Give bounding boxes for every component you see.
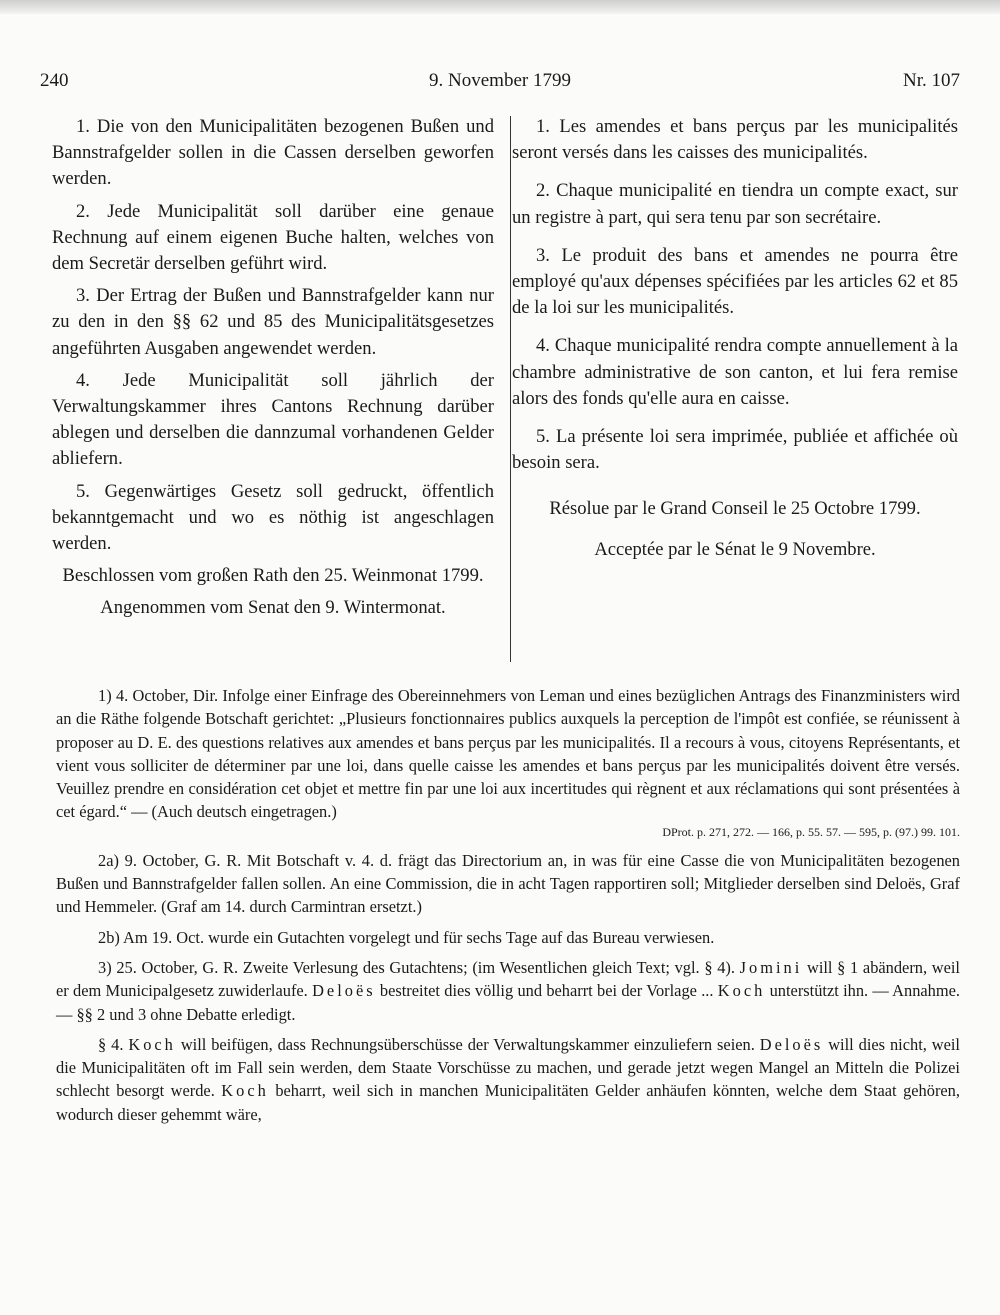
- footnote-4-text-d: beharrt, weil sich in manchen Municipalitäten Gelder anhäufen könnten, welche dem Staat gehören, wodurch dieser gehemmt wäre,: [56, 1081, 960, 1124]
- german-article-5: 5. Gegenwärtiges Gesetz soll gedruckt, öffentlich bekanntgemacht und wo es nöthig ist angeschlagen werden.: [52, 480, 494, 555]
- french-accepted: Acceptée par le Sénat le 9 Novembre.: [594, 538, 876, 560]
- footnote-4-text-a: § 4.: [98, 1034, 124, 1054]
- german-column: [52, 114, 494, 628]
- speaker-name: Jomini: [739, 957, 803, 977]
- page-top-edge: [0, 0, 1000, 14]
- french-article-1: 1. Les amendes et bans perçus par les municipalités seront versés dans les caisses des municipalités.: [512, 116, 958, 164]
- footnote-3-text-a: 3) 25. October, G. R. Zweite Verlesung des Gutachtens; (im Wesentlichen gleich Text; vgl. § 4).: [98, 957, 735, 977]
- footnote-3-text-b: will § 1 abändern, weil er dem Municipalgesetz zuwiderlaufe.: [56, 957, 960, 1001]
- german-article-4: 4. Jede Municipalität soll jährlich der Verwaltungskammer ihres Cantons Rechnung darüber ablegen und derselben die dannzumal vorhandenen Gelder abliefern.: [52, 369, 494, 470]
- footnote-2b: 2b) Am 19. Oct. wurde ein Gutachten vorgelegt und für sechs Tage auf das Bureau verwiesen.: [98, 927, 715, 947]
- speaker-name: Deloës: [759, 1034, 824, 1054]
- french-resolved: Résolue par le Grand Conseil le 25 Octobre 1799.: [549, 498, 921, 520]
- german-resolved: Beschlossen vom großen Rath den 25. Weinmonat 1799.: [62, 565, 484, 587]
- footnote-4: [56, 1033, 960, 1126]
- footnotes: [56, 684, 960, 1133]
- german-article-3: 3. Der Ertrag der Bußen und Bannstrafgelder kann nur zu den in den §§ 62 und 85 des Municipalitätsgesetzes angeführten Ausgaben angewendet werden.: [52, 285, 494, 359]
- footnote-1-reference: DProt. p. 271, 272. — 166, p. 55. 57. — 595, p. (97.) 99. 101.: [662, 824, 960, 839]
- speaker-name: Deloës: [312, 981, 376, 1001]
- page-number: 240: [40, 70, 69, 91]
- speaker-name: Koch: [128, 1034, 176, 1054]
- footnote-1: 1) 4. October, Dir. Infolge einer Einfrage des Obereinnehmers von Leman und eines bezüglichen Antrags des Finanzministers wird an die Räthe folgende Botschaft gerichtet: „Plusieurs fonctionnaires publics auxquels la perception de l'impôt est confiée, se réunissent à proposer au D. E. des questions relatives aux amendes et bans perçus par les municipalités. Il a recours à vous, citoyens Représentants, et vient vous solliciter de déterminer par une loi, dans quelle caisse les amendes et bans perçus par les municipalités doivent être versés. Veuillez prendre en considération cet objet et mettre fin par une loi aux incertitudes qui règnent et aux réclamations qui sont présentées à cet égard.“ — (Auch deutsch eingetragen.): [56, 686, 960, 822]
- footnote-2a: 2a) 9. October, G. R. Mit Botschaft v. 4. d. frägt das Directorium an, in was für eine Casse die von Municipalitäten bezogenen Bußen und Bannstrafgelder fallen sollen. An eine Commission, die in acht Tagen rapportiren soll; Mitglieder derselben sind Deloës, Graf und Hemmeler. (Graf am 14. durch Carmintran ersetzt.): [56, 850, 960, 917]
- column-divider: [510, 116, 511, 662]
- french-article-3: 3. Le produit des bans et amendes ne pourra être employé qu'aux dépenses spécifiées par les articles 62 et 85 de la loi sur les municipalités.: [512, 244, 958, 319]
- running-header: [40, 70, 960, 100]
- german-article-1: 1. Die von den Municipalitäten bezogenen Bußen und Bannstrafgelder sollen in die Cassen derselben geworfen werden.: [52, 116, 494, 190]
- speaker-name: Koch: [221, 1081, 269, 1101]
- footnote-3-text-c: bestreitet dies völlig und beharrt bei der Vorlage ...: [379, 981, 714, 1001]
- document-number: Nr. 107: [903, 70, 960, 91]
- footnote-4-text-c: will dies nicht, weil die Municipalitäten oft im Fall sein werden, dem Staate Vorschüsse zu machen, und gerade jetzt wegen Mangel an Mitteln die Polizei schlecht besorgt werde.: [56, 1034, 960, 1101]
- german-accepted: Angenommen vom Senat den 9. Wintermonat.: [100, 597, 446, 619]
- french-article-4: 4. Chaque municipalité rendra compte annuellement à la chambre administrative de son canton, et lui fera remise alors des fonds qu'elle aura en caisse.: [512, 335, 958, 409]
- french-column: [512, 114, 958, 575]
- french-article-5: 5. La présente loi sera imprimée, publiée et affichée où besoin sera.: [512, 426, 958, 474]
- german-article-2: 2. Jede Municipalität soll darüber eine genaue Rechnung auf einem eigenen Buche halten, welches von dem Secretär derselben geführt wird.: [52, 200, 494, 275]
- footnote-3-text-d: unterstützt ihn. — Annahme. — §§ 2 und 3 ohne Debatte erledigt.: [56, 981, 960, 1024]
- footnote-4-text-b: will beifügen, dass Rechnungsüberschüsse der Verwaltungskammer einzuliefern seien.: [180, 1034, 755, 1054]
- footnote-3: [56, 956, 960, 1026]
- french-article-2: 2. Chaque municipalité en tiendra un compte exact, sur un registre à part, qui sera tenu par son secrétaire.: [512, 180, 958, 228]
- header-date: 9. November 1799: [429, 70, 571, 91]
- speaker-name: Koch: [717, 981, 766, 1001]
